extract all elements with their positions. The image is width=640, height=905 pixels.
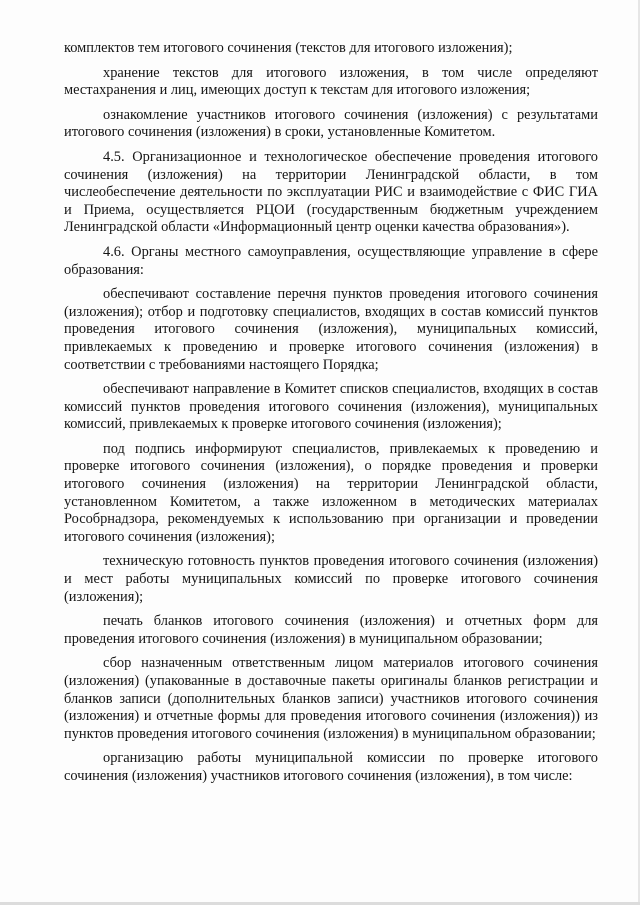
paragraph-10: печать бланков итогового сочинения (изложения) и отчетных форм для проведения итогового сочинения (изложения) в муниципальном образовании; <box>64 613 598 647</box>
paragraph-3: ознакомление участников итогового сочинения (изложения) с результатами итогового сочинения (изложения) в сроки, установленные Комитетом. <box>64 106 598 141</box>
clause-4-6: 4.6. Органы местного самоуправления, осуществляющие управление в сфере образования: <box>64 243 598 278</box>
paragraph-11: сбор назначенным ответственным лицом материалов итогового сочинения (изложения) (упакованные в доставочные пакеты оригиналы бланков регистрации и бланков записи (дополнительных бланков записи) участников итогового сочинения (изложения) и отчетные формы для проведения итогового сочинения (изложения)) из пунктов проведения итогового сочинения (изложения) в муниципальном образовании; <box>64 655 598 742</box>
paragraph-12: организацию работы муниципальной комиссии по проверке итогового сочинения (изложения) участников итогового сочинения (изложения), в том числе: <box>64 750 598 784</box>
paragraph-1: комплектов тем итогового сочинения (текстов для итогового изложения); <box>64 40 513 56</box>
paragraph-9: техническую готовность пунктов проведения итогового сочинения (изложения) и мест работы муниципальных комиссий по проверке итогового сочинения (изложения); <box>64 553 598 605</box>
document-body <box>64 40 598 793</box>
paragraph-6: обеспечивают составление перечня пунктов проведения итогового сочинения (изложения); отбор и подготовку специалистов, входящих в состав комиссий пунктов проведения итогового сочинения (изложения), муниципальных комиссий, привлекаемых к проведению и проверке итогового сочинения (изложения) в соответствии с требованиями настоящего Порядка; <box>64 286 598 373</box>
paragraph-2: хранение текстов для итогового изложения, в том числе определяют местахранения и лиц, имеющих доступ к текстам для итогового изложения; <box>64 64 598 99</box>
paragraph-7: обеспечивают направление в Комитет списков специалистов, входящих в состав комиссий пунктов проведения итогового сочинения (изложения), муниципальных комиссий, привлекаемых к проверке итогового сочинения (изложения); <box>64 381 598 433</box>
clause-4-5: 4.5. Организационное и технологическое обеспечение проведения итогового сочинения (изложения) на территории Ленинградской области, в том числеобеспечение деятельности по эксплуатации РИС и взаимодействие с ФИС ГИА и Приема, осуществляется РЦОИ (государственным бюджетным учреждением Ленинградской области «Информационный центр оценки качества образования»). <box>64 148 598 236</box>
paragraph-8: под подпись информируют специалистов, привлекаемых к проведению и проверке итогового сочинения (изложения), о порядке проведения и проверки итогового сочинения (изложения) на территории Ленинградской области, установленном Комитетом, а также изложенном в методических материалах Рособрнадзора, рекомендуемых к использованию при организации и проведении итогового сочинения (изложения); <box>64 440 598 545</box>
